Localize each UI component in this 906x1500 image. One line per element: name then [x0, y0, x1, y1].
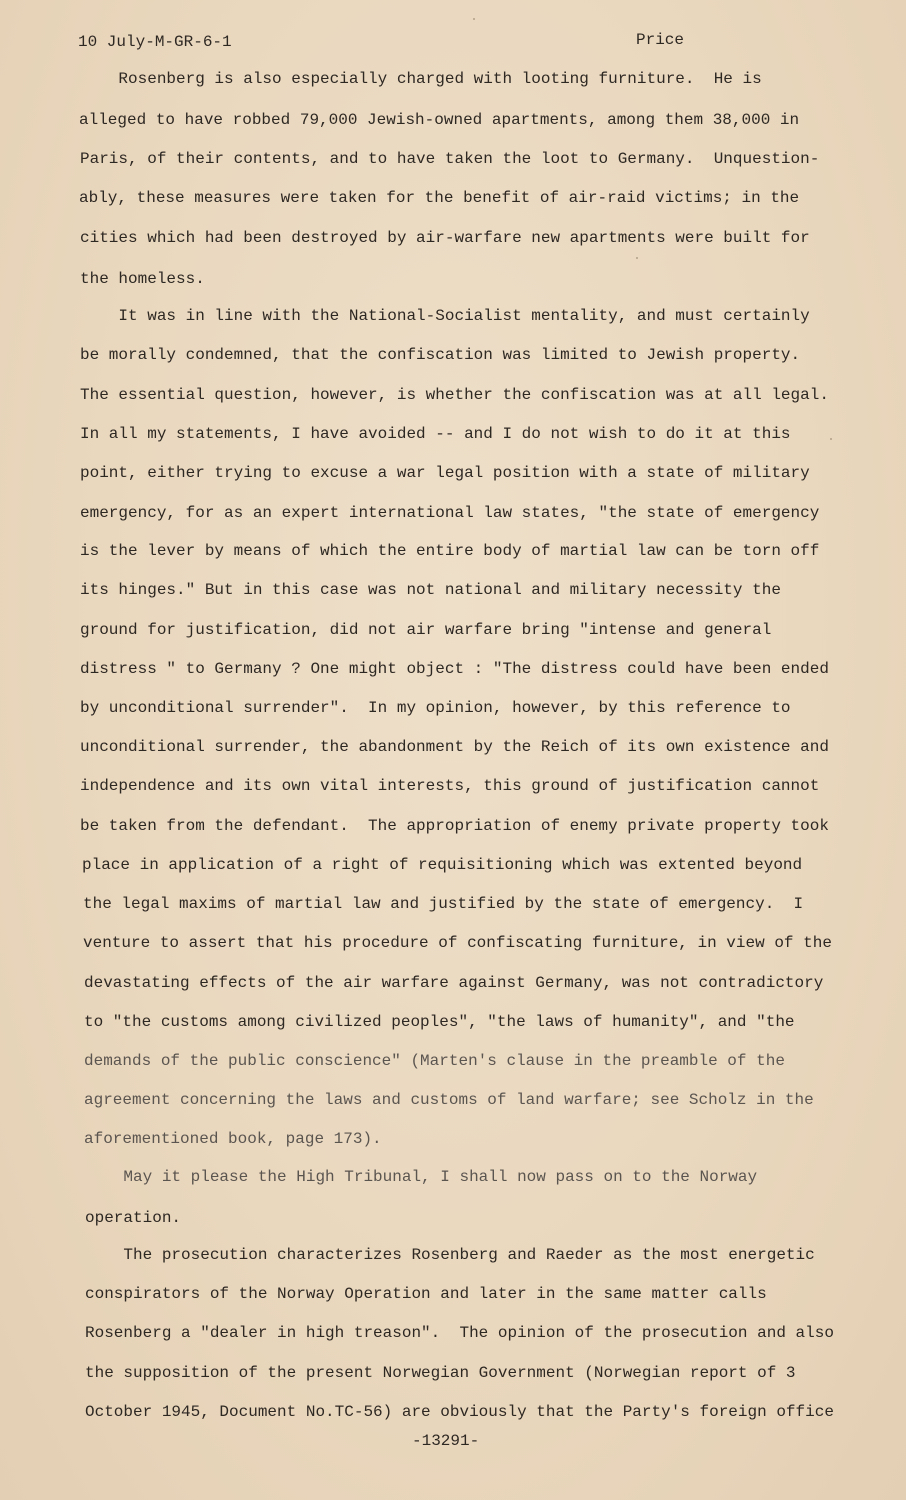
text-line: The essential question, however, is whether the confiscation was at all legal.: [80, 386, 829, 404]
text-line: ground for justification, did not air warfare bring "intense and general: [80, 621, 772, 639]
text-line: independence and its own vital interests, this ground of justification cannot: [80, 777, 820, 795]
text-line: the homeless.: [80, 270, 205, 288]
text-line: Rosenberg a "dealer in high treason". The opinion of the prosecution and also: [85, 1324, 834, 1342]
text-line: its hinges." But in this case was not national and military necessity the: [80, 581, 781, 599]
paper-speck: [636, 257, 638, 259]
paper-speck: [830, 438, 832, 440]
text-line: the legal maxims of martial law and justified by the state of emergency. I: [83, 895, 804, 913]
text-line: It was in line with the National-Socialist mentality, and must certainly: [80, 307, 810, 325]
text-line: by unconditional surrender". In my opinion, however, by this reference to: [80, 699, 791, 717]
text-line: In all my statements, I have avoided -- and I do not wish to do it at this: [80, 425, 791, 443]
paper-speck: [473, 18, 475, 20]
speaker-name: Price: [636, 31, 685, 49]
text-line: The prosecution characterizes Rosenberg and Raeder as the most energetic: [85, 1246, 815, 1264]
text-line: agreement concerning the laws and customs of land warfare; see Scholz in the: [84, 1091, 814, 1109]
text-line: cities which had been destroyed by air-warfare new apartments were built for: [80, 229, 810, 247]
text-line: unconditional surrender, the abandonment by the Reich of its own existence and: [80, 738, 829, 756]
text-line: Paris, of their contents, and to have taken the loot to Germany. Unquestion-: [80, 150, 820, 168]
text-line: distress " to Germany ? One might object : "The distress could have been ended: [80, 660, 829, 678]
document-reference: 10 July-M-GR-6-1: [78, 33, 232, 51]
text-line: be taken from the defendant. The appropriation of enemy private property took: [80, 817, 829, 835]
text-line: aforementioned book, page 173).: [84, 1130, 382, 1148]
text-line: point, either trying to excuse a war legal position with a state of military: [80, 464, 810, 482]
text-line: October 1945, Document No.TC-56) are obviously that the Party's foreign office: [85, 1403, 834, 1421]
text-line: ably, these measures were taken for the benefit of air-raid victims; in the: [79, 189, 800, 207]
text-line: to "the customs among civilized peoples", "the laws of humanity", and "the: [84, 1013, 795, 1031]
text-line: is the lever by means of which the entire body of martial law can be torn off: [80, 542, 820, 560]
text-line: May it please the High Tribunal, I shall now pass on to the Norway: [85, 1168, 758, 1186]
text-line: devastating effects of the air warfare against Germany, was not contradictory: [84, 974, 824, 992]
text-line: operation.: [85, 1209, 182, 1227]
text-line: the supposition of the present Norwegian Government (Norwegian report of 3: [85, 1364, 796, 1382]
text-line: place in application of a right of requisitioning which was extented beyond: [82, 856, 803, 874]
text-line: demands of the public conscience" (Marten's clause in the preamble of the: [84, 1052, 785, 1070]
text-line: emergency, for as an expert international law states, "the state of emergency: [80, 504, 820, 522]
text-line: alleged to have robbed 79,000 Jewish-owned apartments, among them 38,000 in: [79, 111, 800, 129]
text-line: venture to assert that his procedure of confiscating furniture, in view of the: [83, 934, 832, 952]
text-line: be morally condemned, that the confiscation was limited to Jewish property.: [80, 346, 801, 364]
text-line: conspirators of the Norway Operation and later in the same matter calls: [85, 1285, 767, 1303]
text-line: Rosenberg is also especially charged with looting furniture. He is: [80, 70, 762, 88]
page-number: -13291-: [412, 1432, 480, 1450]
